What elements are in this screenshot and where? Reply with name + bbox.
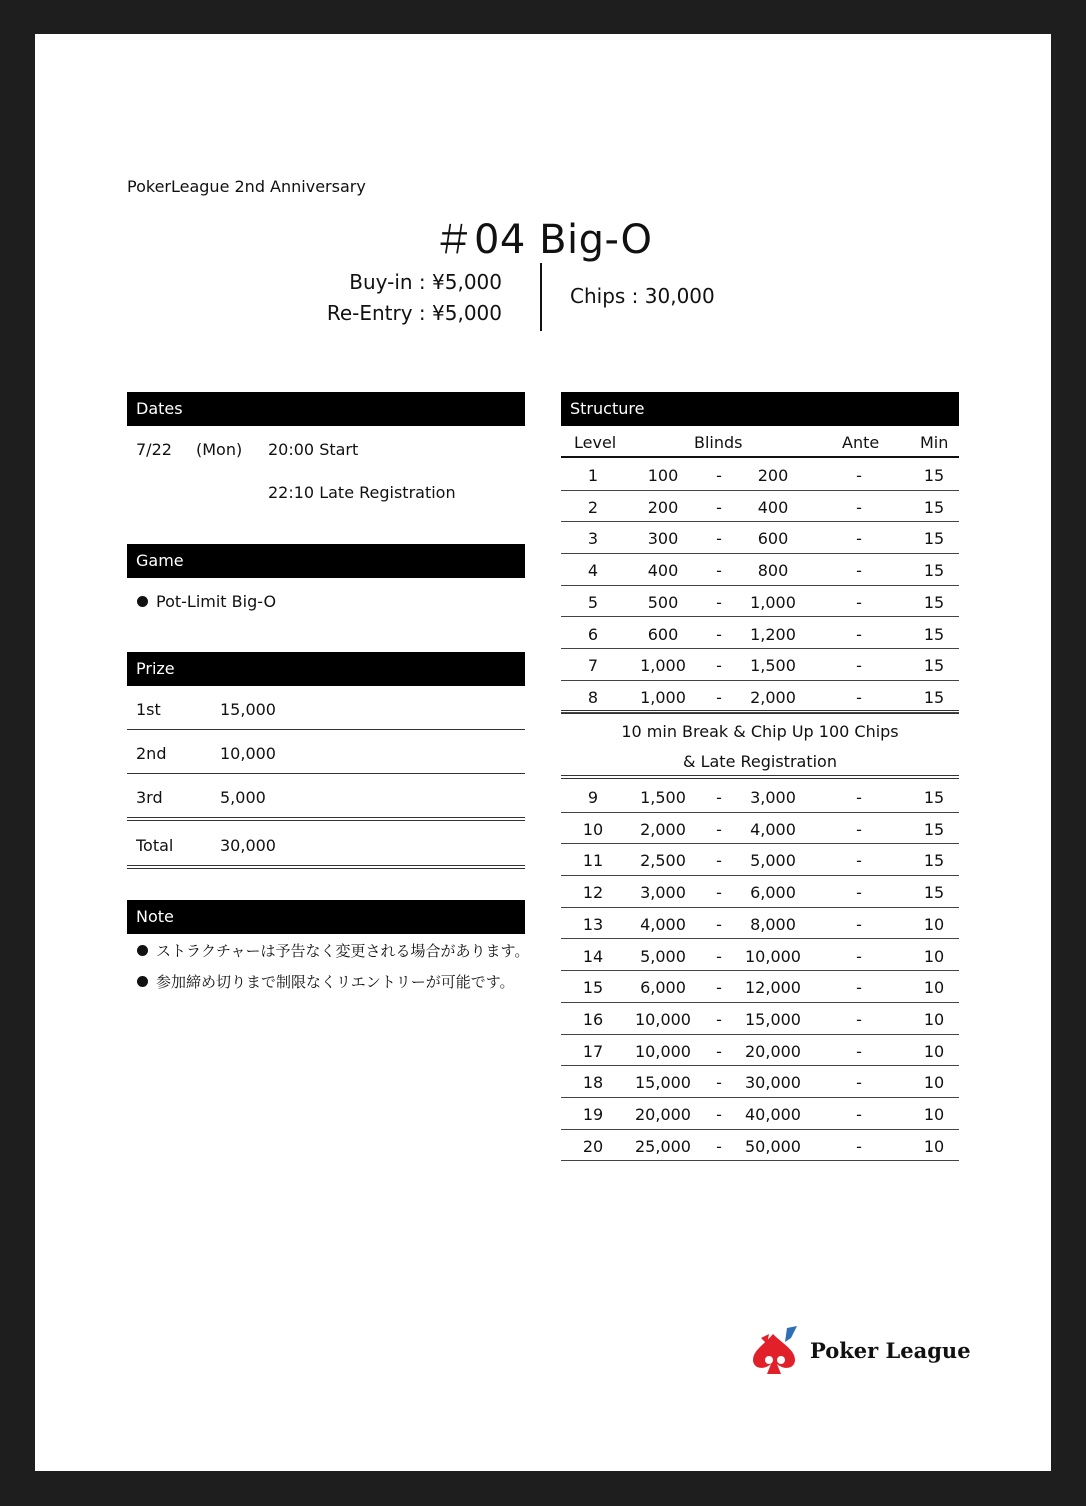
big-blind-cell: 3,000 [750,788,796,807]
big-blind-cell: 4,000 [750,819,796,839]
blind-separator: - [716,497,722,517]
divider [127,729,525,730]
big-blind-cell: 50,000 [745,1136,801,1156]
level-cell: 20 [582,1136,604,1156]
dates-heading: Dates [127,392,525,426]
minutes-cell: 15 [923,687,945,707]
structure-row [561,876,959,908]
level-cell: 1 [587,466,599,485]
ante-cell: - [856,788,862,807]
level-cell: 16 [582,1009,604,1029]
re-entry: Re-Entry : ¥5,000 [326,301,502,325]
prize-amount: 5,000 [220,788,266,807]
blind-separator: - [716,788,722,807]
prize-heading: Prize [127,652,525,686]
big-blind-cell: 6,000 [750,883,796,903]
level-cell: 12 [582,883,604,903]
structure-row [561,459,959,491]
big-blind-cell: 30,000 [745,1073,801,1093]
big-blind-cell: 200 [757,466,789,485]
level-cell: 6 [587,624,599,644]
small-blind-cell: 4,000 [640,914,686,934]
small-blind-cell: 5,000 [640,946,686,966]
small-blind-cell: 1,000 [640,656,686,676]
big-blind-cell: 20,000 [745,1041,801,1061]
ante-cell: - [856,529,862,549]
minutes-cell: 15 [923,497,945,517]
small-blind-cell: 25,000 [635,1136,691,1156]
small-blind-cell: 100 [647,466,679,485]
header-rule [561,456,959,458]
structure-row [561,491,959,523]
minutes-cell: 10 [923,1041,945,1061]
blind-separator: - [716,1009,722,1029]
small-blind-cell: 2,000 [640,819,686,839]
ante-cell: - [856,624,862,644]
structure-row [561,586,959,618]
blind-separator: - [716,851,722,871]
ante-cell: - [856,883,862,903]
logo-text: Poker League [810,1338,971,1363]
structure-row [561,681,959,713]
ante-cell: - [856,687,862,707]
blind-separator: - [716,624,722,644]
blind-separator: - [716,529,722,549]
ante-cell: - [856,466,862,485]
big-blind-cell: 5,000 [750,851,796,871]
prize-place: 1st [136,700,161,719]
structure-heading: Structure [561,392,959,426]
spade-logo-icon [747,1324,803,1376]
fees [327,267,502,329]
starting-chips: Chips : 30,000 [570,284,715,308]
tournament-title: ＃04 Big-O [433,217,653,263]
minutes-cell: 15 [923,656,945,676]
minutes-cell: 10 [923,1009,945,1029]
ante-cell: - [856,1136,862,1156]
minutes-cell: 15 [923,561,945,581]
bullet-icon [137,976,148,987]
blind-separator: - [716,656,722,676]
small-blind-cell: 20,000 [635,1105,691,1124]
blind-separator: - [716,883,722,903]
big-blind-cell: 400 [757,497,789,517]
minutes-cell: 15 [923,592,945,612]
blind-separator: - [716,687,722,707]
prize-amount: 10,000 [220,744,276,763]
big-blind-cell: 800 [757,561,789,581]
note-heading: Note [127,900,525,934]
event-date: 7/22 [136,440,172,459]
minutes-cell: 10 [923,1073,945,1093]
game-type: Pot-Limit Big-O [156,592,277,611]
header-divider [540,263,542,331]
prize-amount: 15,000 [220,700,276,719]
minutes-cell: 15 [923,529,945,549]
prize-place: 3rd [136,788,163,807]
poker-league-logo [747,1324,971,1376]
minutes-cell: 10 [923,914,945,934]
ante-cell: - [856,497,862,517]
ante-cell: - [856,819,862,839]
blind-separator: - [716,561,722,581]
blind-separator: - [716,1136,722,1156]
late-registration-time: 22:10 Late Registration [268,483,456,502]
small-blind-cell: 1,500 [640,788,686,807]
minutes-cell: 15 [923,624,945,644]
big-blind-cell: 12,000 [745,978,801,998]
small-blind-cell: 200 [647,497,679,517]
ante-cell: - [856,561,862,581]
big-blind-cell: 2,000 [750,687,796,707]
ante-cell: - [856,592,862,612]
big-blind-cell: 8,000 [750,914,796,934]
level-cell: 3 [587,529,599,549]
level-cell: 2 [587,497,599,517]
big-blind-cell: 1,000 [750,592,796,612]
prize-place: 2nd [136,744,167,763]
minutes-cell: 15 [923,819,945,839]
game-heading: Game [127,544,525,578]
tournament-sheet [35,34,1051,1471]
minutes-cell: 15 [923,883,945,903]
prize-total-amount: 30,000 [220,836,276,855]
structure-row [561,1003,959,1035]
level-cell: 8 [587,687,599,707]
structure-row [561,649,959,681]
small-blind-cell: 400 [647,561,679,581]
column-min: Min [920,433,949,452]
game-item [137,592,276,611]
level-cell: 5 [587,592,599,612]
bullet-icon [137,945,148,956]
bullet-icon [137,596,148,607]
small-blind-cell: 600 [647,624,679,644]
level-cell: 4 [587,561,599,581]
ante-cell: - [856,946,862,966]
big-blind-cell: 1,200 [750,624,796,644]
blind-separator: - [716,819,722,839]
note-item: 参加締め切りまで制限なくリエントリーが可能です。 [137,971,515,992]
double-divider [127,865,525,869]
structure-row [561,1066,959,1098]
small-blind-cell: 15,000 [635,1073,691,1093]
ante-cell: - [856,978,862,998]
blind-separator: - [716,946,722,966]
level-cell: 18 [582,1073,604,1093]
level-cell: 7 [587,656,599,676]
small-blind-cell: 10,000 [635,1041,691,1061]
minutes-cell: 10 [923,1136,945,1156]
level-cell: 17 [582,1041,604,1061]
big-blind-cell: 600 [757,529,789,549]
blind-separator: - [716,914,722,934]
structure-row [561,971,959,1003]
blind-separator: - [716,1105,722,1124]
structure-row [561,522,959,554]
level-cell: 11 [582,851,604,871]
small-blind-cell: 1,000 [640,687,686,707]
break-note-late-reg: & Late Registration [683,752,837,771]
big-blind-cell: 40,000 [745,1105,801,1124]
event-day: (Mon) [196,440,243,459]
big-blind-cell: 10,000 [745,946,801,966]
double-divider [561,775,959,779]
blind-separator: - [716,1041,722,1061]
big-blind-cell: 15,000 [745,1009,801,1029]
level-cell: 13 [582,914,604,934]
ante-cell: - [856,851,862,871]
minutes-cell: 15 [923,466,945,485]
structure-row [561,813,959,845]
column-level: Level [574,433,617,452]
minutes-cell: 15 [923,851,945,871]
small-blind-cell: 6,000 [640,978,686,998]
small-blind-cell: 500 [647,592,679,612]
ante-cell: - [856,1073,862,1093]
column-ante: Ante [842,433,880,452]
blind-separator: - [716,592,722,612]
break-note: 10 min Break & Chip Up 100 Chips [621,722,899,741]
prize-total-label: Total [136,836,174,855]
structure-row [561,908,959,940]
structure-row [561,618,959,650]
double-divider [127,817,525,821]
minutes-cell: 10 [923,946,945,966]
ante-cell: - [856,1009,862,1029]
minutes-cell: 10 [923,978,945,998]
start-time: 20:00 Start [268,440,359,459]
structure-row [561,844,959,876]
structure-row [561,1098,959,1130]
small-blind-cell: 2,500 [640,851,686,871]
note-item: ストラクチャーは予告なく変更される場合があります。 [137,940,529,961]
minutes-cell: 10 [923,1105,945,1124]
ante-cell: - [856,1105,862,1124]
small-blind-cell: 10,000 [635,1009,691,1029]
minutes-cell: 15 [923,788,945,807]
structure-row [561,940,959,972]
event-subtitle: PokerLeague 2nd Anniversary [127,177,366,196]
level-cell: 10 [582,819,604,839]
structure-row [561,1130,959,1162]
column-blinds: Blinds [694,433,743,452]
blind-separator: - [716,978,722,998]
ante-cell: - [856,1041,862,1061]
small-blind-cell: 300 [647,529,679,549]
divider [127,773,525,774]
structure-row [561,781,959,813]
ante-cell: - [856,656,862,676]
level-cell: 19 [582,1105,604,1124]
structure-row [561,1035,959,1067]
small-blind-cell: 3,000 [640,883,686,903]
big-blind-cell: 1,500 [750,656,796,676]
ante-cell: - [856,914,862,934]
blind-separator: - [716,1073,722,1093]
structure-row [561,554,959,586]
level-cell: 15 [582,978,604,998]
level-cell: 14 [582,946,604,966]
buy-in: Buy-in : ¥5,000 [349,270,502,294]
blind-separator: - [716,466,722,485]
level-cell: 9 [587,788,599,807]
